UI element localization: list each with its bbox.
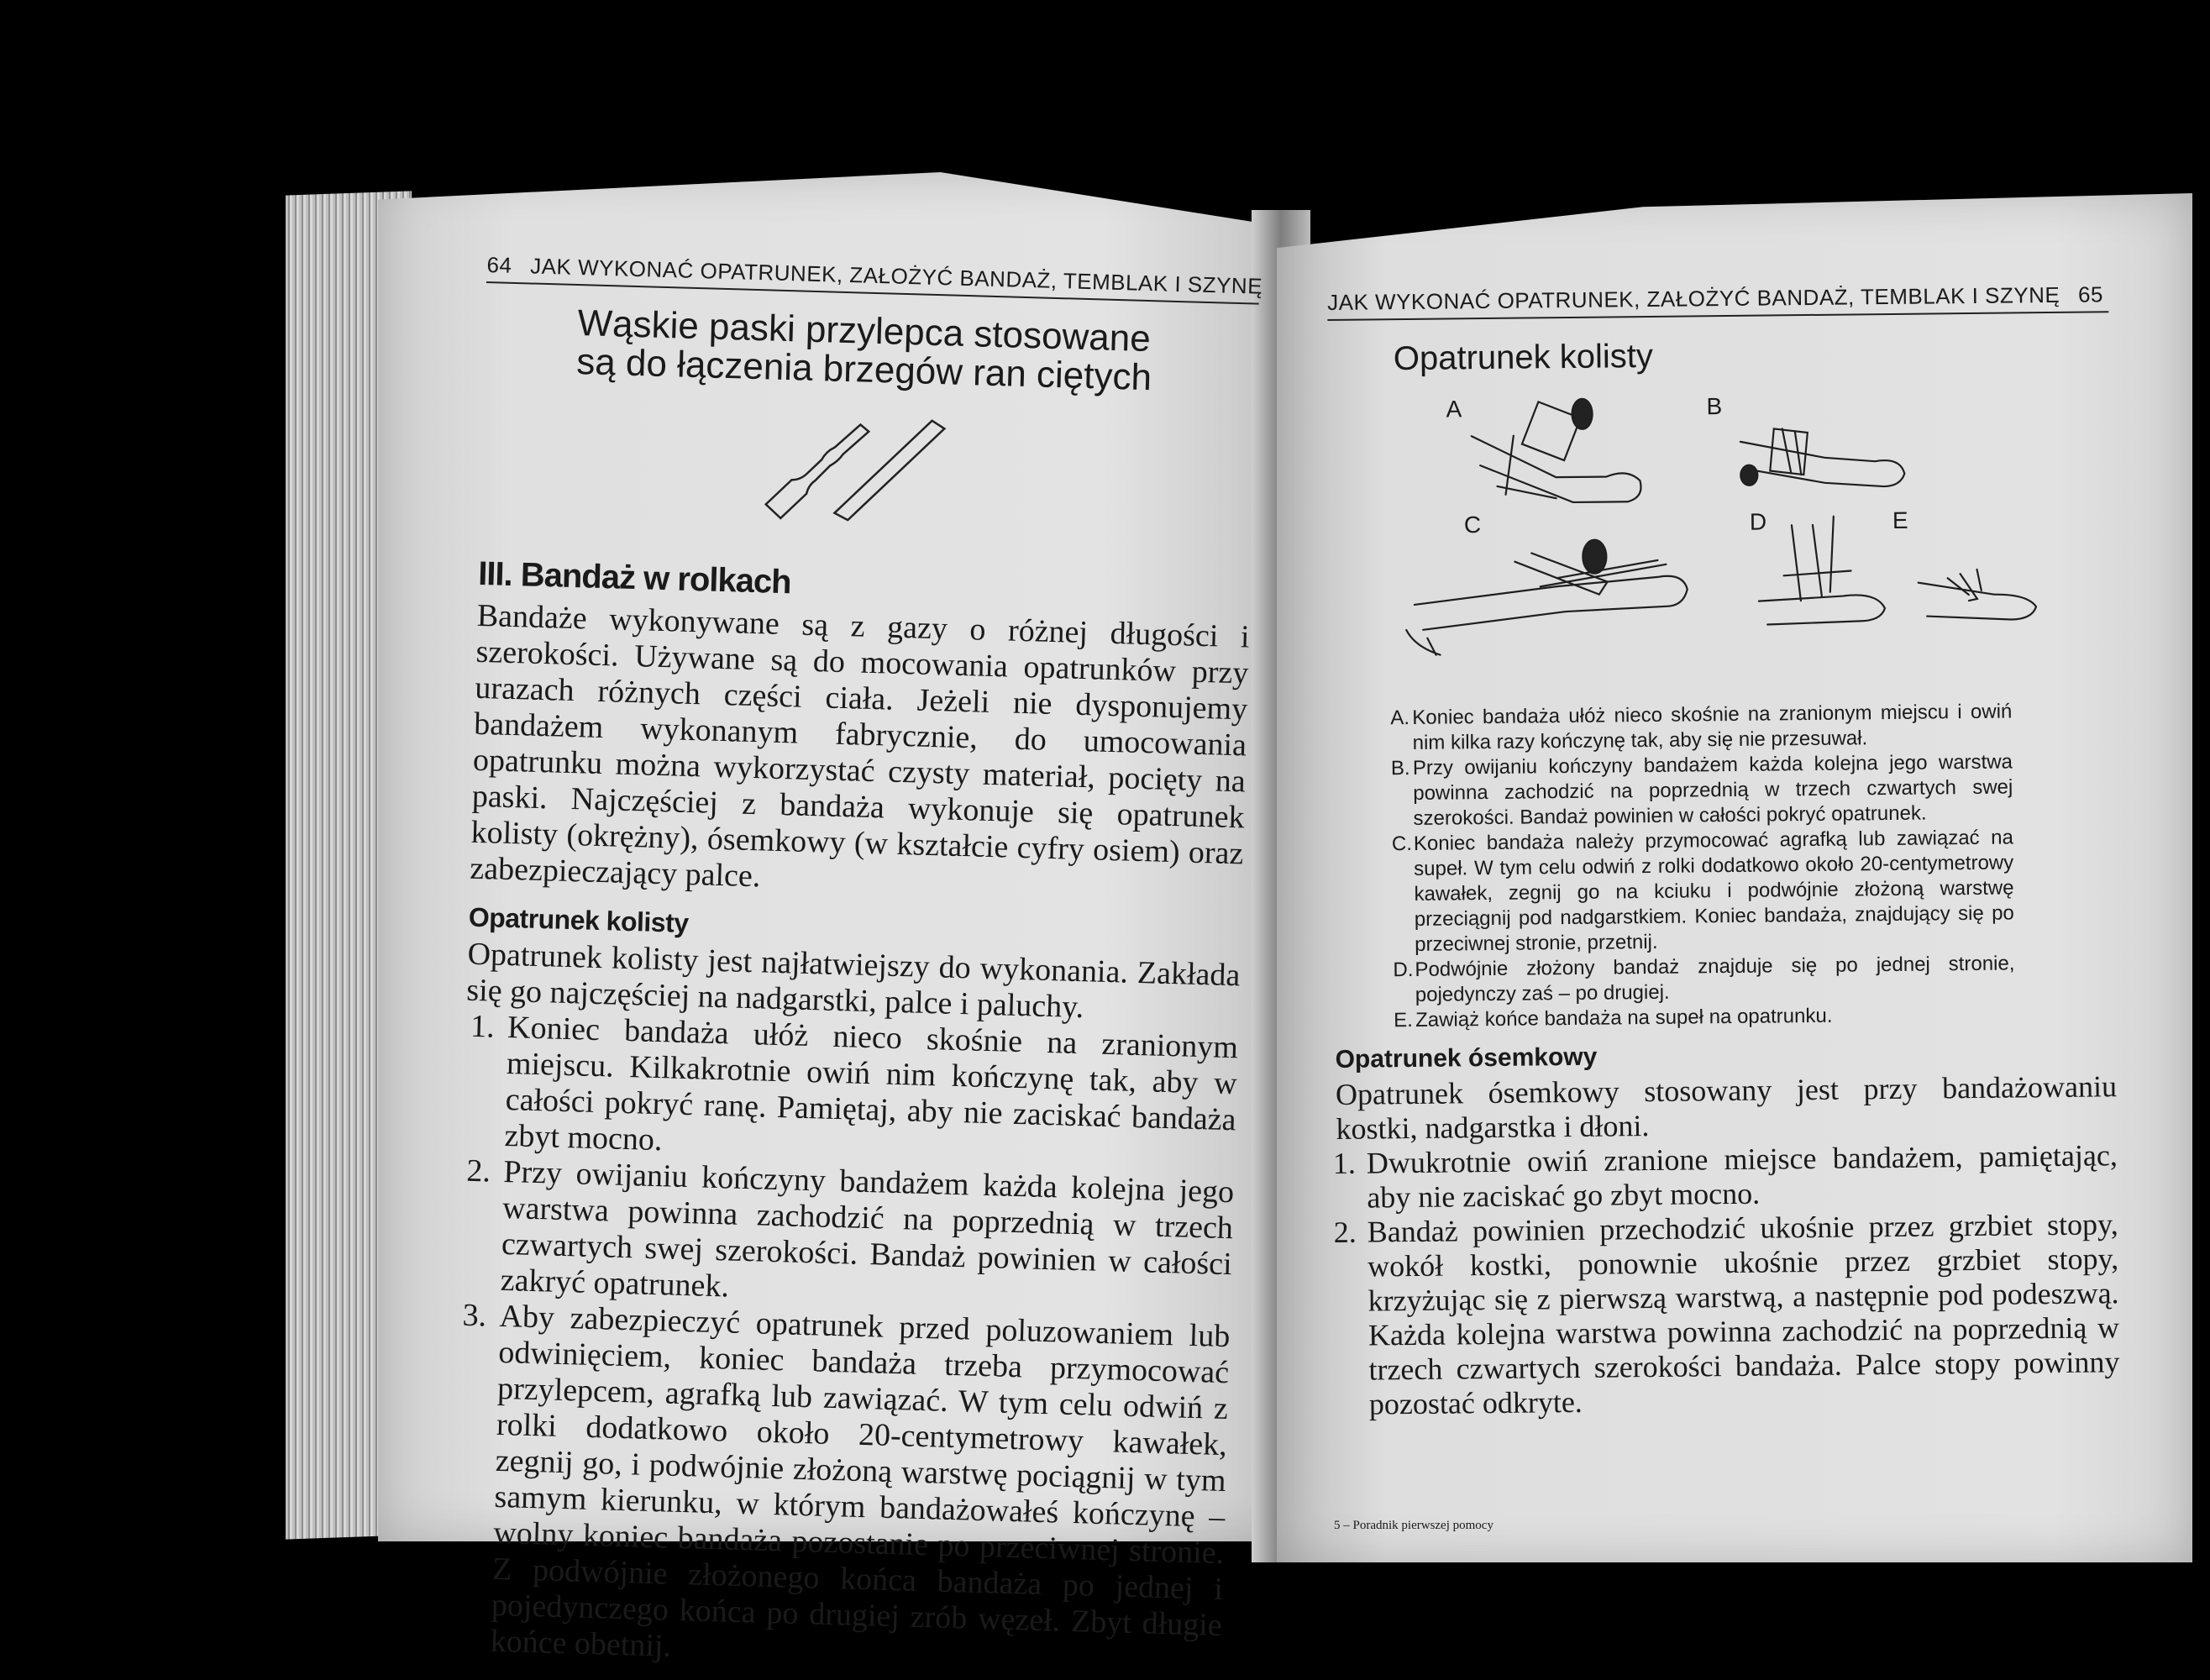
bandage-drawings xyxy=(1387,380,2061,664)
right-page-number: 65 xyxy=(2077,281,2104,307)
list-item xyxy=(1392,825,2015,958)
caption-letter: B. xyxy=(1390,756,1410,780)
figure-letter-b: B xyxy=(1706,393,1723,420)
caption-letter: D. xyxy=(1393,958,1414,982)
figure-title: Opatrunek kolisty xyxy=(1393,337,1654,378)
caption-text: Koniec bandaża należy przymocować agrafką lub zawiązać na supeł. W tym celu odwiń z rolki dodatkowo około 20-centymetrowy kawałek, zegnij go na kciuku i podwójnie złożoną warstwę przeciągnij pod nadgarstkiem. Koniec bandaża, znajdujący się po przeciwnej stronie, przetnij. xyxy=(1413,826,2014,956)
steps-list xyxy=(448,1009,1238,1680)
caption-text: Koniec bandaża ułóż nieco skośnie na zranionym miejscu i owiń nim kilka razy kończynę tak, aby się nie przesuwał. xyxy=(1412,700,2013,754)
right-page-content xyxy=(1327,281,2120,1422)
caption-text: Przy owijaniu kończyny bandażem każda kolejna jego warstwa powinna zachodzić na poprzednią w trzech czwartych swej szerokości. Bandaż powinien w całości pokryć opatrunek. xyxy=(1412,750,2013,830)
left-page-content xyxy=(448,252,1263,1680)
subsection-intro: Opatrunek kolisty jest najłatwiejszy do wykonania. Zakłada się go najczęściej na nadgarstki, palce i paluchy. xyxy=(465,936,1241,1026)
left-page-number: 64 xyxy=(486,252,512,278)
list-item: 1. Koniec bandaża ułóż nieco skośnie na zranionym miejscu. Kilkakrotnie owiń nim kończynę tak, aby w całości pokryć ranę. Pamiętaj, aby nie zaciskać bandaża zbyt mocno. xyxy=(499,1010,1238,1174)
strips-caption: Wąskie paski przylepca stosowane są do łączenia brzegów ran ciętych xyxy=(575,302,1152,399)
right-running-head-text: JAK WYKONAĆ OPATRUNEK, ZAŁOŻYĆ BANDAŻ, TEMBLAK I SZYNĘ xyxy=(1327,281,2060,315)
page-footer: 5 – Poradnik pierwszej pomocy xyxy=(1334,1519,1493,1532)
figure-letter-e: E xyxy=(1892,507,1908,533)
caption-text: Zawiąż końce bandaża na supeł na opatrunku. xyxy=(1415,1004,1833,1032)
figure-letter-d: D xyxy=(1749,508,1767,535)
subsection-title: Opatrunek ósemkowy xyxy=(1335,1042,1598,1074)
list-item: 1. Dwukrotnie owiń zranione miejsce bandażem, pamiętając, aby nie zaciskać go zbyt mocno. xyxy=(1363,1138,2118,1215)
adhesive-strips-illustration xyxy=(757,412,962,527)
list-item: 2. Przy owijaniu kończyny bandażem każda kolejna jego warstwa powinna zachodzić na poprzednią w trzech czwartych swej szerokości. Bandaż powinien w całości zakryć opatrunek. xyxy=(495,1154,1234,1319)
caption-letter: C. xyxy=(1391,832,1413,856)
list-item xyxy=(1393,951,2015,1008)
list-item: 3. Aby zabezpieczyć opatrunek przed poluzowaniem lub odwinięciem, koniec bandaża trzeba przymocować przylepcem, agrafką lub zawiązać. W tym celu odwiń z rolki dodatkowo około 20-centymetrowy kawałek, zegnij go, i podwójnie złożoną warstwę pociągnij w tym samym kierunku, w którym bandażowałeś kończynę – wolny koniec bandaża pozostanie po przeciwnej stronie. Z podwójnie złożonego końca bandaża po jednej i pojedynczego końca po drugiej zrób węzeł. Zbyt długie końce obetnij. xyxy=(485,1299,1231,1680)
figure-letter-c: C xyxy=(1463,512,1482,538)
caption-letter: E. xyxy=(1393,1008,1413,1032)
caption-letter: A. xyxy=(1390,706,1410,730)
list-item: 2. Bandaż powinien przechodzić ukośnie przez grzbiet stopy, wokół kostki, ponownie ukośnie przez grzbiet stopy, krzyżując się z pierwszą warstwą, a następnie pod podeszwą. Każda kolejna warstwa powinna zachodzić na poprzednią w trzech czwartych szerokości bandaża. Palce stopy powinny pozostać odkryte. xyxy=(1364,1207,2121,1421)
figure-letter-a: A xyxy=(1446,396,1462,423)
section-intro: Bandaże wykonywane są z gazy o różnej długości i szerokości. Używane są do mocowania opatrunków przy urazach różnych części ciała. Jeżeli nie dysponujemy bandażem wykonanym fabrycznie, do umocowania opatrunku można wykorzystać czysty materiał, pocięty na paski. Najczęściej z bandaża wykonuje się opatrunek kolisty (okrężny), ósemkowy (w kształcie cyfry osiem) oraz zabezpieczający palce. xyxy=(469,597,1251,895)
section-title: III. Bandaż w rolkach xyxy=(477,554,792,601)
subsection-title: Opatrunek kolisty xyxy=(468,901,690,938)
bandage-figure xyxy=(1387,380,2063,790)
subsection-intro: Opatrunek ósemkowy stosowany jest przy bandażowaniu kostki, nadgarstka i dłoni. xyxy=(1335,1069,2118,1146)
list-item xyxy=(1394,1001,2015,1033)
steps-list xyxy=(1336,1138,2120,1422)
left-running-head-text: JAK WYKONAĆ OPATRUNEK, ZAŁOŻYĆ BANDAŻ, TEMBLAK I SZYNĘ xyxy=(529,253,1263,299)
caption-text: Podwójnie złożony bandaż znajduje się po jednej stronie, pojedynczy zaś – po drugiej. xyxy=(1415,952,2015,1006)
